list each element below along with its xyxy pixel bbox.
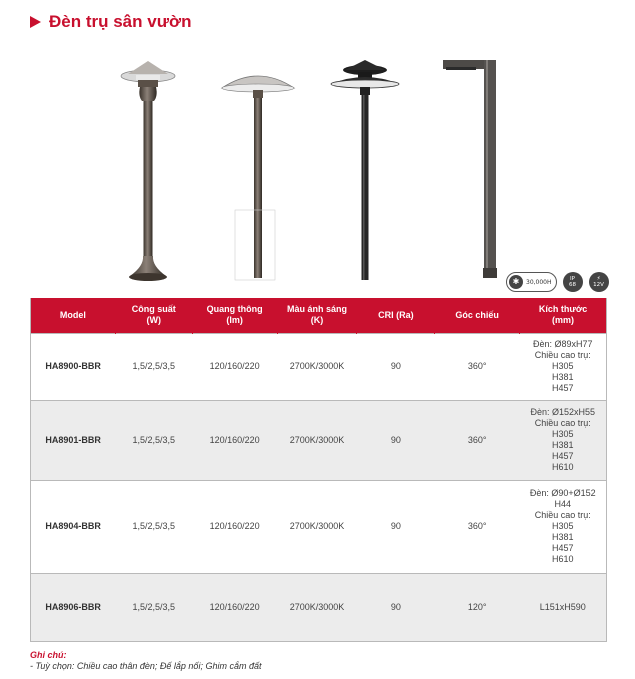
table-row <box>31 573 607 641</box>
footnote <box>30 650 261 672</box>
lightning-icon: ⚡ <box>596 276 601 282</box>
voltage-badge <box>589 272 609 292</box>
lamp-ha8901-image <box>218 56 298 286</box>
cell-model: HA8900-BBR <box>31 333 116 400</box>
header-cri: CRI (Ra) <box>357 298 435 333</box>
cell-size: Đèn: Ø89xH77 Chiều cao trụ: H305 H381 H457 <box>520 333 607 400</box>
header-cct: Màu ánh sáng (K) <box>277 298 357 333</box>
lifetime-label: 30,000H <box>526 278 552 286</box>
triangle-bullet-icon <box>30 16 41 28</box>
cell-lumen: 120/160/220 <box>192 480 277 573</box>
spec-table <box>30 298 607 642</box>
table-header-row <box>31 298 607 333</box>
cell-cct: 2700K/3000K <box>277 573 357 641</box>
table-row <box>31 480 607 573</box>
cell-angle: 360° <box>435 400 520 480</box>
lamp-ha8904-image <box>325 56 405 286</box>
voltage-label: 12V <box>593 282 604 288</box>
cell-power: 1,5/2,5/3,5 <box>115 480 192 573</box>
spec-badges <box>506 272 609 292</box>
cell-power: 1,5/2,5/3,5 <box>115 333 192 400</box>
cell-size: L151xH590 <box>520 573 607 641</box>
cell-angle: 120° <box>435 573 520 641</box>
cell-size: Đèn: Ø90+Ø152 H44 Chiều cao trụ: H305 H381 H457 H610 <box>520 480 607 573</box>
cell-power: 1,5/2,5/3,5 <box>115 400 192 480</box>
footnote-heading: Ghi chú: <box>30 650 67 660</box>
lamp-ha8900-image <box>118 56 178 286</box>
header-lumen: Quang thông (lm) <box>192 298 277 333</box>
cell-cri: 90 <box>357 333 435 400</box>
header-model: Model <box>31 298 116 333</box>
cell-cct: 2700K/3000K <box>277 333 357 400</box>
cell-cri: 90 <box>357 573 435 641</box>
bulb-life-icon: ✱ <box>509 275 523 289</box>
cell-cct: 2700K/3000K <box>277 400 357 480</box>
lamp-ha8906-image <box>440 58 500 283</box>
cell-angle: 360° <box>435 333 520 400</box>
ip-label: IP <box>570 276 575 282</box>
product-images <box>100 52 530 287</box>
cell-angle: 360° <box>435 480 520 573</box>
table-row <box>31 333 607 400</box>
cell-size: Đèn: Ø152xH55 Chiều cao trụ: H305 H381 H457 H610 <box>520 400 607 480</box>
section-title <box>30 10 191 34</box>
table-row <box>31 400 607 480</box>
cell-power: 1,5/2,5/3,5 <box>115 573 192 641</box>
cell-lumen: 120/160/220 <box>192 400 277 480</box>
cell-cri: 90 <box>357 480 435 573</box>
cell-lumen: 120/160/220 <box>192 333 277 400</box>
cell-cct: 2700K/3000K <box>277 480 357 573</box>
header-angle: Góc chiếu <box>435 298 520 333</box>
header-size: Kích thước (mm) <box>520 298 607 333</box>
cell-model: HA8901-BBR <box>31 400 116 480</box>
cell-cri: 90 <box>357 400 435 480</box>
cell-model: HA8904-BBR <box>31 480 116 573</box>
section-title-text: Đèn trụ sân vườn <box>49 12 192 31</box>
footnote-text: - Tuỳ chọn: Chiều cao thân đèn; Đế lắp nối; Ghim cắm đất <box>30 661 262 671</box>
cell-model: HA8906-BBR <box>31 573 116 641</box>
cell-lumen: 120/160/220 <box>192 573 277 641</box>
lifetime-badge <box>506 272 557 292</box>
header-power: Công suất (W) <box>115 298 192 333</box>
ip-value: 68 <box>569 282 577 288</box>
ip-rating-badge <box>563 272 583 292</box>
